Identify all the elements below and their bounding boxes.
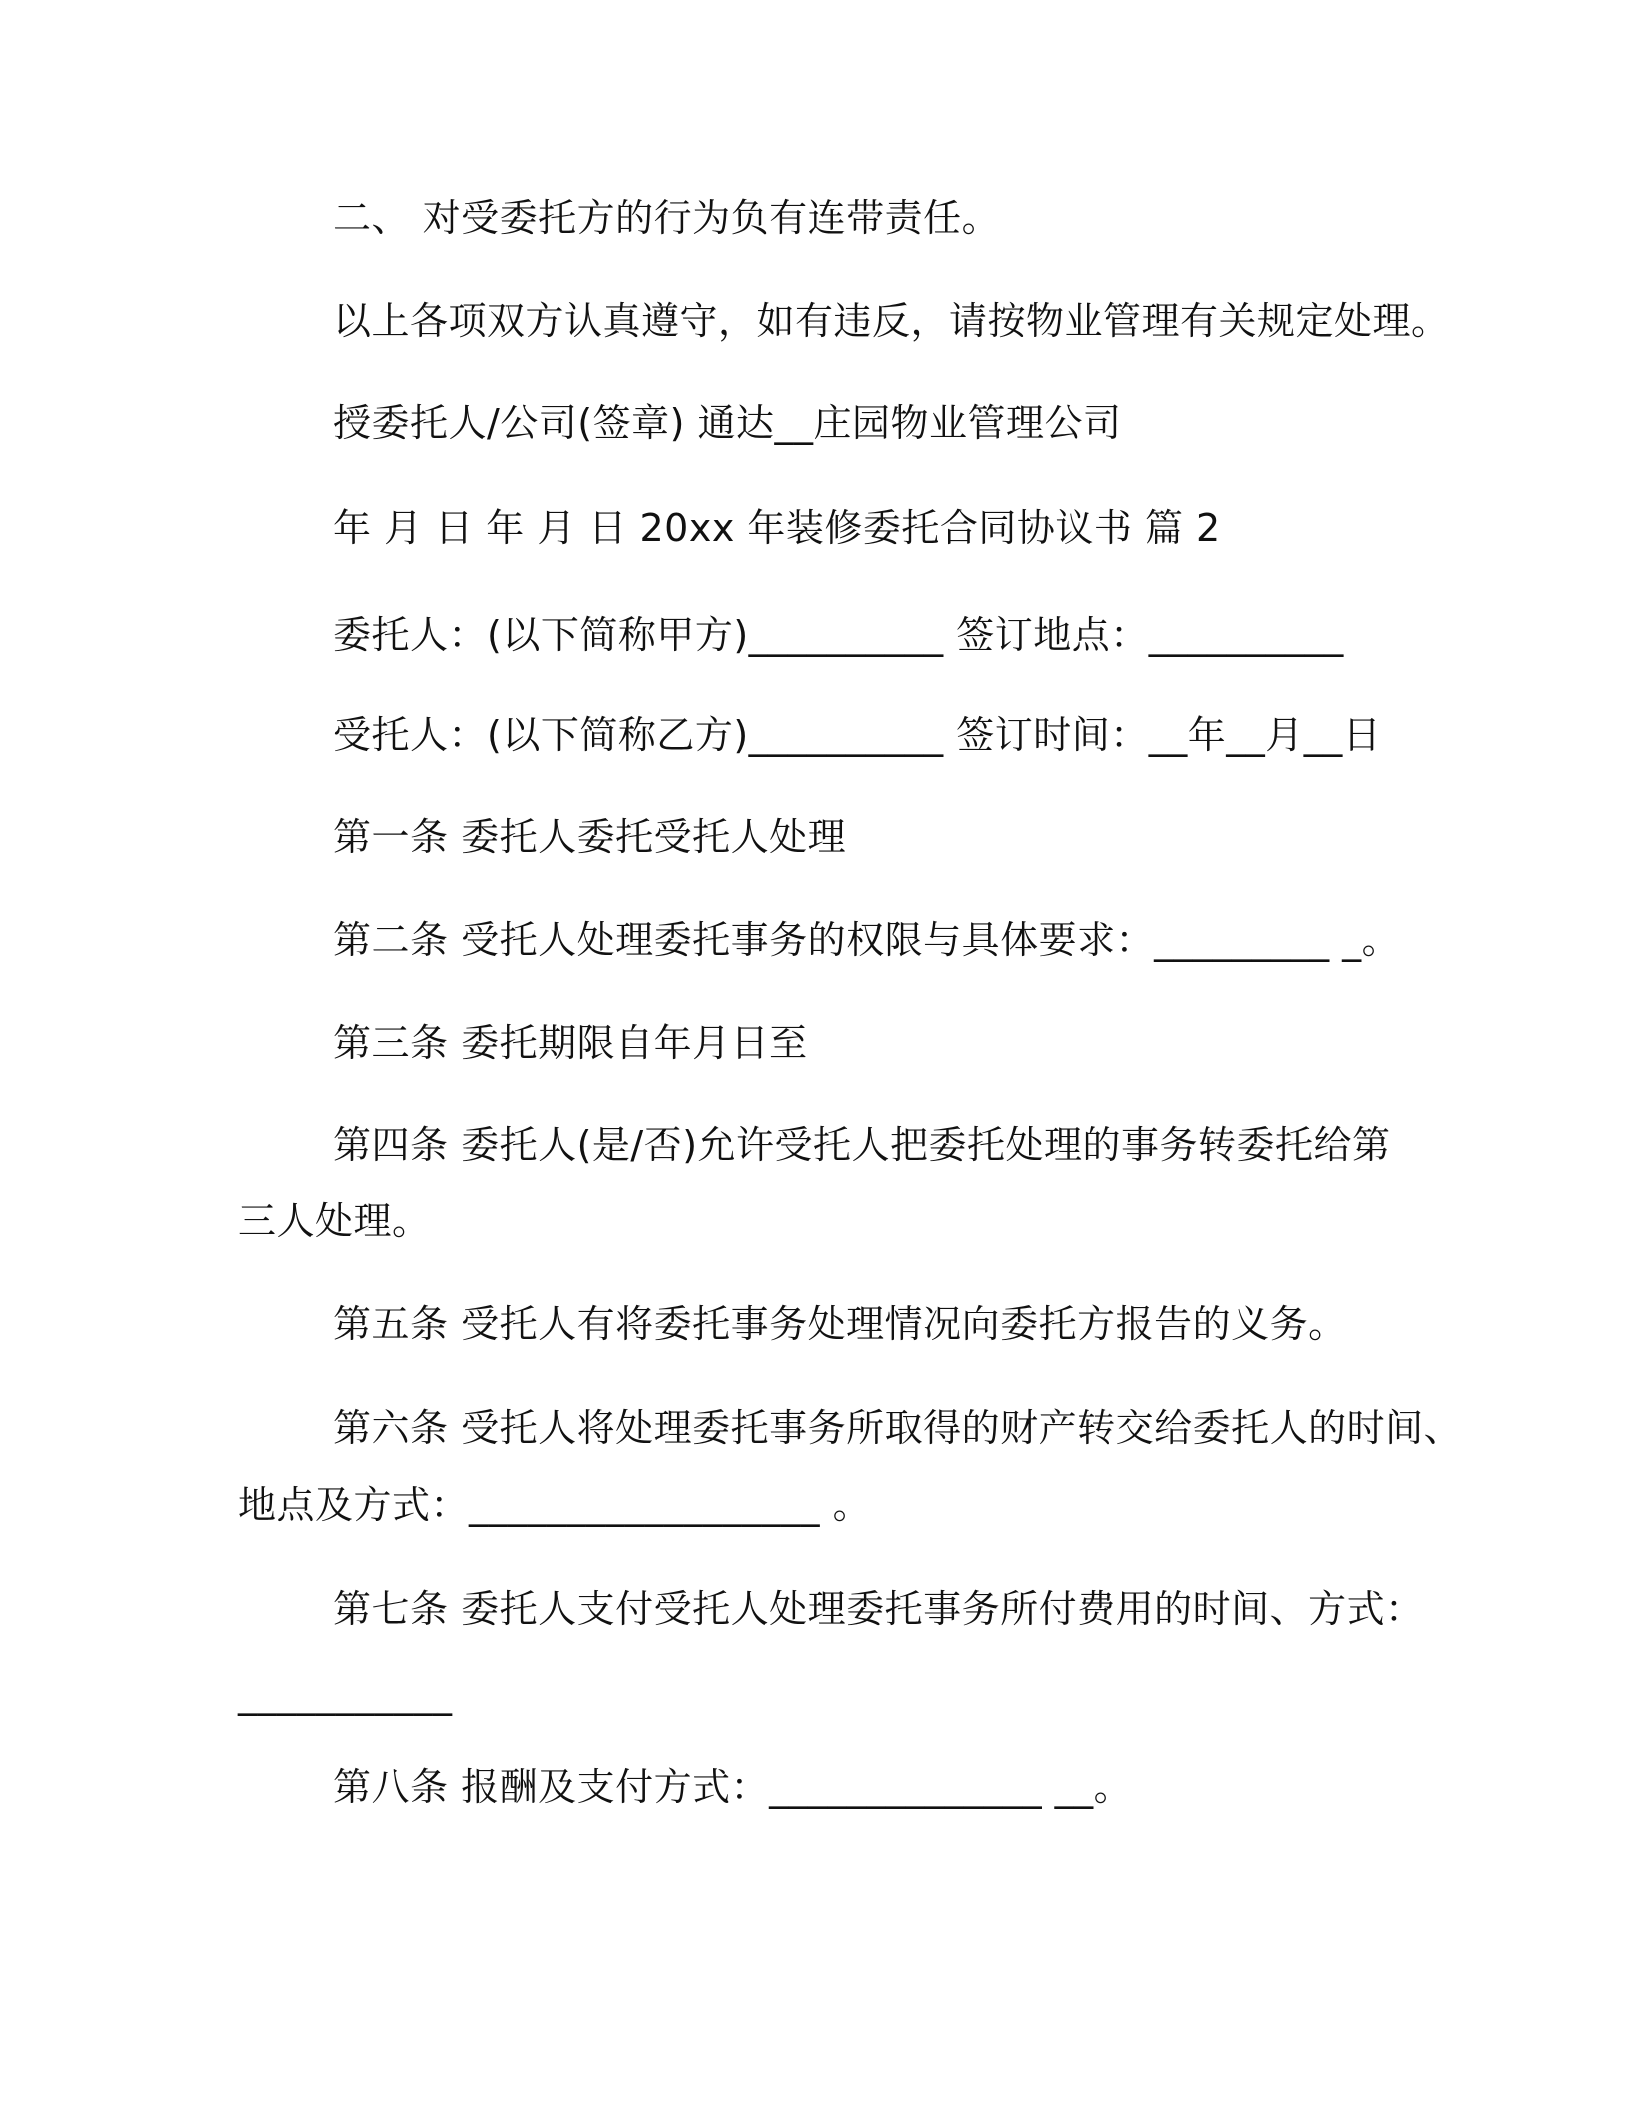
article-4: 第四条 委托人(是/否)允许受托人把委托处理的事务转委托给第 <box>333 1123 1391 1167</box>
article-2: 第二条 受托人处理委托事务的权限与具体要求：_________ _。 <box>333 918 1401 962</box>
date-and-heading-line: 年 月 日 年 月 日 20xx 年装修委托合同协议书 篇 2 <box>333 506 1221 550</box>
article-3: 第三条 委托期限自年月日至 <box>333 1021 808 1065</box>
article-8: 第八条 报酬及支付方式：______________ __。 <box>333 1765 1133 1809</box>
agent-party-line: 受托人：(以下简称乙方)__________ 签订时间：__年__月__日 <box>333 713 1382 757</box>
article-5: 第五条 受托人有将委托事务处理情况向委托方报告的义务。 <box>333 1302 1347 1346</box>
article-1: 第一条 委托人委托受托人处理 <box>333 815 847 859</box>
article-6-continuation: 地点及方式：__________________ 。 <box>238 1483 872 1527</box>
principal-party-line: 委托人：(以下简称甲方)__________ 签订地点：__________ <box>333 613 1344 657</box>
compliance-statement: 以上各项双方认真遵守，如有违反，请按物业管理有关规定处理。 <box>333 299 1450 343</box>
article-7-blank: ___________ <box>238 1672 453 1716</box>
signature-line: 授委托人/公司(签章) 通达__庄园物业管理公司 <box>333 401 1122 445</box>
clause-joint-liability: 二、 对受委托方的行为负有连带责任。 <box>333 196 1001 240</box>
article-7: 第七条 委托人支付受托人处理委托事务所付费用的时间、方式： <box>333 1587 1424 1631</box>
article-6: 第六条 受托人将处理委托事务所取得的财产转交给委托人的时间、 <box>333 1406 1463 1450</box>
article-4-continuation: 三人处理。 <box>238 1199 431 1243</box>
